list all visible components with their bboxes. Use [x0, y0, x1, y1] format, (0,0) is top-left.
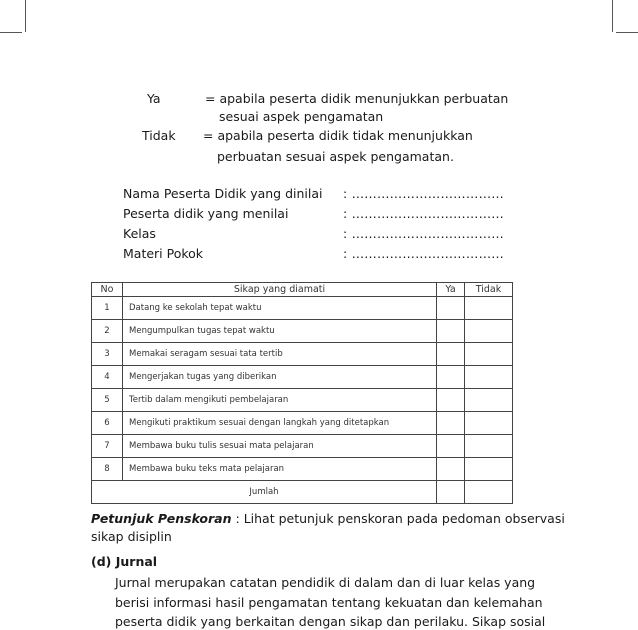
row-number: 4	[92, 366, 123, 389]
row-tidak-cell	[465, 412, 513, 435]
row-number: 3	[92, 343, 123, 366]
scoring-label: Petunjuk Penskoran	[91, 511, 232, 526]
header-no: No	[92, 283, 123, 297]
row-ya-cell	[437, 366, 465, 389]
row-tidak-cell	[465, 343, 513, 366]
row-ya-cell	[437, 412, 465, 435]
row-number: 2	[92, 320, 123, 343]
table-row	[92, 297, 513, 320]
row-number: 5	[92, 389, 123, 412]
field-label-class: Kelas	[123, 226, 156, 241]
row-tidak-cell	[465, 366, 513, 389]
table-row	[92, 412, 513, 435]
row-attitude: Memakai seragam sesuai tata tertib	[123, 343, 437, 366]
journal-paragraph-line2: berisi informasi hasil pengamatan tentang kekuatan dan kelemahan	[115, 595, 543, 610]
field-label-assessor: Peserta didik yang menilai	[123, 206, 289, 221]
crop-mark-top-right-horizontal	[616, 32, 638, 33]
definition-term-tidak: Tidak	[142, 128, 176, 143]
total-tidak-cell	[465, 481, 513, 504]
crop-mark-top-right-vertical	[612, 0, 613, 32]
row-tidak-cell	[465, 320, 513, 343]
row-tidak-cell	[465, 458, 513, 481]
row-attitude: Mengumpulkan tugas tepat waktu	[123, 320, 437, 343]
observation-table	[91, 282, 513, 504]
scoring-text: : Lihat petunjuk penskoran pada pedoman observasi	[231, 511, 565, 526]
row-ya-cell	[437, 320, 465, 343]
definition-term-ya: Ya	[147, 91, 161, 106]
row-number: 1	[92, 297, 123, 320]
row-number: 7	[92, 435, 123, 458]
journal-heading: (d) Jurnal	[91, 554, 158, 569]
total-label: Jumlah	[92, 481, 437, 504]
row-attitude: Mengerjakan tugas yang diberikan	[123, 366, 437, 389]
table-row	[92, 366, 513, 389]
table-row	[92, 389, 513, 412]
scoring-instructions	[91, 511, 565, 526]
header-ya: Ya	[437, 283, 465, 297]
row-attitude: Datang ke sekolah tepat waktu	[123, 297, 437, 320]
field-value-topic: : ………………………………	[343, 246, 504, 261]
scoring-text-line2: sikap disiplin	[91, 529, 172, 544]
row-attitude: Tertib dalam mengikuti pembelajaran	[123, 389, 437, 412]
total-ya-cell	[437, 481, 465, 504]
row-tidak-cell	[465, 435, 513, 458]
row-attitude: Membawa buku teks mata pelajaran	[123, 458, 437, 481]
crop-mark-top-left-vertical	[25, 0, 26, 32]
journal-paragraph-line3: peserta didik yang berkaitan dengan sikap dan perilaku. Sikap sosial	[115, 614, 546, 629]
field-label-student-name: Nama Peserta Didik yang dinilai	[123, 186, 323, 201]
table-row	[92, 343, 513, 366]
row-ya-cell	[437, 458, 465, 481]
row-ya-cell	[437, 389, 465, 412]
journal-paragraph-line1: Jurnal merupakan catatan pendidik di dalam dan di luar kelas yang	[115, 575, 536, 590]
table-row	[92, 435, 513, 458]
row-attitude: Mengikuti praktikum sesuai dengan langkah yang ditetapkan	[123, 412, 437, 435]
crop-mark-top-left-horizontal	[0, 32, 22, 33]
row-number: 6	[92, 412, 123, 435]
row-ya-cell	[437, 343, 465, 366]
field-label-topic: Materi Pokok	[123, 246, 204, 261]
row-attitude: Membawa buku tulis sesuai mata pelajaran	[123, 435, 437, 458]
field-value-student-name: : ………………………………	[343, 186, 504, 201]
field-value-class: : ………………………………	[343, 226, 504, 241]
table-row	[92, 320, 513, 343]
table-header-row	[92, 283, 513, 297]
header-tidak: Tidak	[465, 283, 513, 297]
definition-ya-line2: sesuai aspek pengamatan	[219, 109, 384, 124]
definition-tidak-line2: perbuatan sesuai aspek pengamatan.	[217, 149, 454, 164]
row-ya-cell	[437, 435, 465, 458]
row-tidak-cell	[465, 297, 513, 320]
header-attitude: Sikap yang diamati	[123, 283, 437, 297]
row-ya-cell	[437, 297, 465, 320]
table-row	[92, 458, 513, 481]
table-total-row	[92, 481, 513, 504]
definition-ya-line1: = apabila peserta didik menunjukkan perbuatan	[205, 91, 509, 106]
row-tidak-cell	[465, 389, 513, 412]
row-number: 8	[92, 458, 123, 481]
field-value-assessor: : ………………………………	[343, 206, 504, 221]
definition-tidak-line1: = apabila peserta didik tidak menunjukkan	[203, 128, 473, 143]
